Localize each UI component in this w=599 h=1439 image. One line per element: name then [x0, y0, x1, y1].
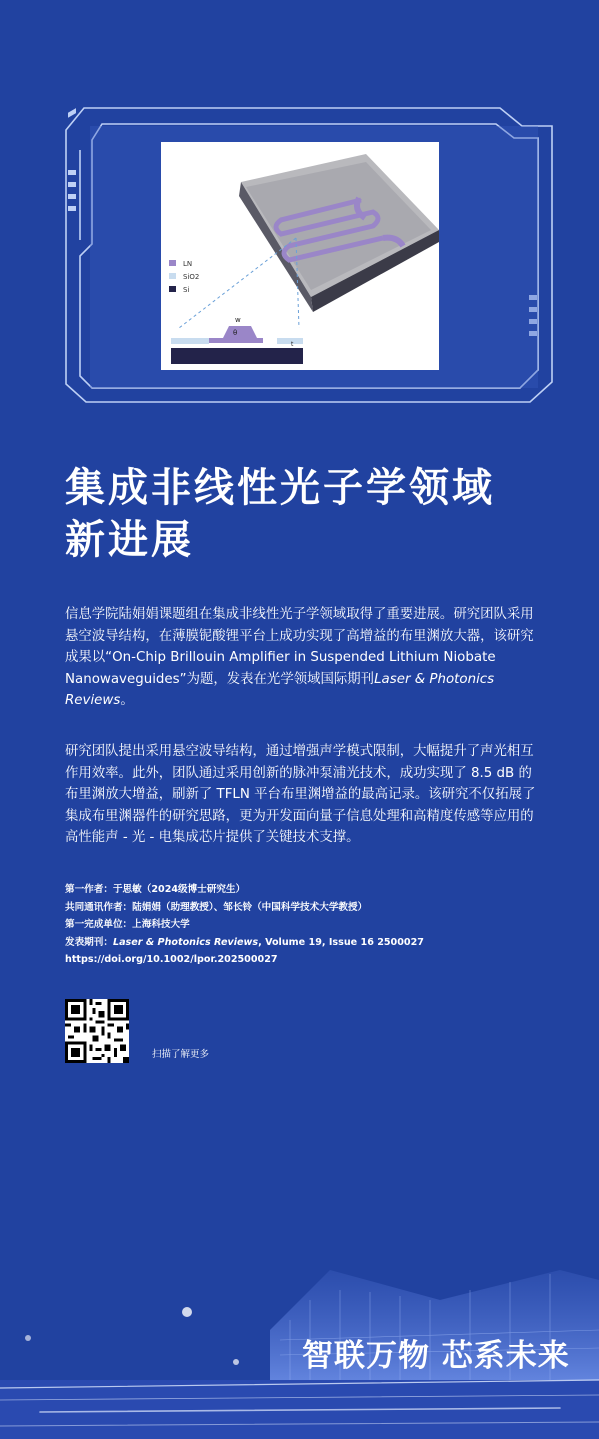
- dim-w: w: [235, 316, 241, 324]
- page-title: [65, 462, 565, 566]
- device-figure: [161, 142, 439, 370]
- qr-code[interactable]: [65, 999, 129, 1063]
- legend-sio2: SiO2: [183, 273, 200, 281]
- journal-name: Laser & Photonics Reviews: [65, 671, 495, 709]
- dim-theta: θ: [233, 329, 238, 337]
- title-line-1: 集成非线性光子学领域: [65, 465, 495, 511]
- corresponding-authors: 共同通讯作者：陆娟娟（助理教授）、邹长铃（中国科学技术大学教授）: [65, 901, 368, 913]
- journal-title: Laser & Photonics Reviews: [112, 936, 259, 948]
- doi-link[interactable]: https://doi.org/10.1002/lpor.202500027: [65, 954, 278, 965]
- legend-si: Si: [183, 286, 190, 294]
- paragraph-1-end: 。: [120, 693, 134, 709]
- dim-t: t: [291, 341, 294, 348]
- first-author: 第一作者：于思敏（2024级博士研究生）: [65, 884, 246, 895]
- legend-ln: LN: [183, 260, 193, 268]
- paragraph-1-text: 信息学院陆娟娟课题组在集成非线性光子学领域取得了重要进展。研究团队采用悬空波导结构，在薄膜铌酸锂平台上成功实现了高增益的布里渊放大器，该研究成果以“On-Chip Brillouin Amplifier in Suspended Lithium Niobate Nanowaveguides”为题，发表在光学领域国际期刊: [65, 607, 534, 687]
- affiliation: 第一完成单位：上海科技大学: [65, 919, 190, 930]
- publication-info: [65, 881, 535, 969]
- journal-label: 发表期刊：: [65, 936, 113, 948]
- journal-info: , Volume 19, Issue 16 2500027: [258, 936, 424, 948]
- paragraph-2: 研究团队提出采用悬空波导结构，通过增强声学模式限制，大幅提升了声光相互作用效率。此外，团队通过采用创新的脉冲泵浦光技术，成功实现了 8.5 dB 的布里渊放大增益，刷新了 TFLN 平台布里渊增益的最高记录。该研究不仅拓展了集成布里渊器件的研究思路，更为开发面向量子信息处理和高精度传感等应用的高性能声 - 光 - 电集成芯片提供了关键技术支撑。: [65, 744, 536, 846]
- journal-line: [65, 934, 535, 952]
- scan-hint: 扫描了解更多: [152, 1049, 210, 1060]
- title-line-2: 新进展: [65, 517, 194, 563]
- paragraph-1: [65, 604, 545, 712]
- slogan: 智联万物 芯系未来: [302, 1338, 570, 1374]
